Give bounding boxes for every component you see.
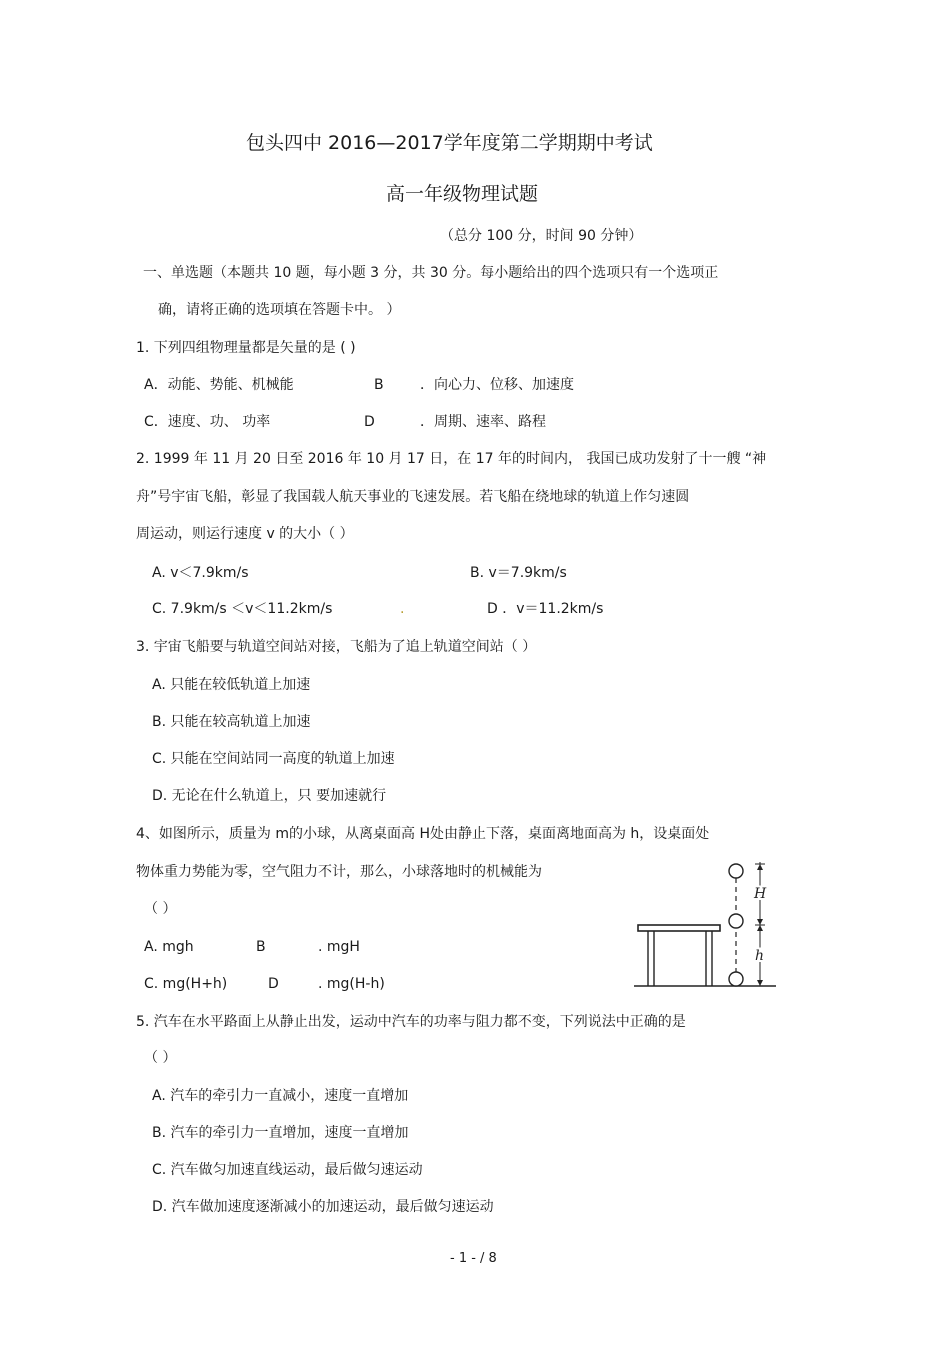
q5-option-a: A. 汽车的牵引力一直减小，速度一直增加 (152, 1088, 409, 1104)
ball-bottom (729, 972, 743, 986)
q2-stem-line2: 舟”号宇宙飞船，彰显了我国载人航天事业的飞速发展。若飞船在绕地球的轨道上作匀速圆 (136, 489, 690, 505)
q5-paren: （ ） (144, 1050, 177, 1066)
q4-option-d: . mg(H-h) (318, 976, 385, 992)
q1-option-d: ．周期、速率、路程 (420, 414, 546, 430)
page-number: - 1 - / 8 (450, 1251, 497, 1266)
section-heading-line2: 确，请将正确的选项填在答题卡中。 ） (158, 302, 401, 318)
q4-paren: （ ） (144, 901, 177, 917)
section-heading-line1: 一、单选题（本题共 10 题，每小题 3 分，共 30 分。每小题给出的四个选项只有一个选项正 (143, 265, 719, 281)
label-h: h (755, 948, 765, 964)
q3-option-b: B. 只能在较高轨道上加速 (152, 714, 311, 730)
q2-option-d: D ．v＝11.2km/s (487, 601, 604, 617)
q3-option-a: A. 只能在较低轨道上加速 (152, 677, 311, 693)
q2-option-a: A. v＜7.9km/s (152, 565, 249, 581)
q2-option-b: B. v＝7.9km/s (470, 565, 567, 581)
q2-stem-line3: 周运动，则运行速度 v 的大小（ ） (136, 526, 354, 542)
q3-option-d: D. 无论在什么轨道上，只 要加速就行 (152, 788, 387, 804)
q3-option-c: C. 只能在空间站同一高度的轨道上加速 (152, 751, 395, 767)
arrow-down-table (757, 919, 763, 925)
ball-top (729, 864, 743, 878)
q1-option-d-letter: D (364, 414, 375, 430)
q2-option-c: C. 7.9km/s ＜v＜11.2km/s (152, 601, 333, 617)
exam-title: 包头四中 2016—2017学年度第二学期期中考试 (246, 132, 653, 154)
q2-stray-dot: . (400, 601, 405, 617)
q4-option-b: . mgH (318, 939, 360, 955)
q5-option-b: B. 汽车的牵引力一直增加，速度一直增加 (152, 1125, 409, 1141)
q4-stem-line1: 4、如图所示，质量为 m的小球，从离桌面高 H处由静止下落，桌面离地面高为 h，设桌面处 (136, 826, 710, 842)
q1-option-a: A．动能、势能、机械能 (144, 377, 294, 393)
arrow-down-ground (757, 980, 763, 986)
q1-option-b-letter: B (374, 377, 384, 393)
q1-stem: 1. 下列四组物理量都是矢量的是 ( ) (136, 340, 356, 356)
q4-stem-line2: 物体重力势能为零，空气阻力不计，那么，小球落地时的机械能为 (136, 864, 542, 880)
q5-stem: 5. 汽车在水平路面上从静止出发，运动中汽车的功率与阻力都不变，下列说法中正确的是 (136, 1014, 686, 1030)
q1-option-c: C．速度、功、 功率 (144, 414, 271, 430)
q4-option-c: C. mg(H+h) (144, 976, 228, 992)
q4-option-a: A. mgh (144, 939, 194, 955)
table-top (638, 925, 720, 931)
score-info: （总分 100 分，时间 90 分钟） (440, 228, 643, 244)
q4-option-b-letter: B (256, 939, 266, 955)
q4-figure (632, 852, 782, 992)
q2-stem-line1: 2. 1999 年 11 月 20 日至 2016 年 10 月 17 日，在 17 年的时间内， 我国已成功发射了十一艘 “神 (136, 451, 767, 467)
q3-stem: 3. 宇宙飞船要与轨道空间站对接，飞船为了追上轨道空间站（ ） (136, 639, 537, 655)
arrow-up-top (757, 864, 763, 870)
label-H: H (754, 886, 767, 902)
arrow-up-table (757, 925, 763, 931)
ball-middle (729, 914, 743, 928)
q5-option-c: C. 汽车做匀加速直线运动，最后做匀速运动 (152, 1162, 423, 1178)
q4-option-d-letter: D (268, 976, 279, 992)
q1-option-b: ．向心力、位移、加速度 (420, 377, 574, 393)
exam-subtitle: 高一年级物理试题 (386, 183, 539, 205)
q5-option-d: D. 汽车做加速度逐渐减小的加速运动，最后做匀速运动 (152, 1199, 494, 1215)
